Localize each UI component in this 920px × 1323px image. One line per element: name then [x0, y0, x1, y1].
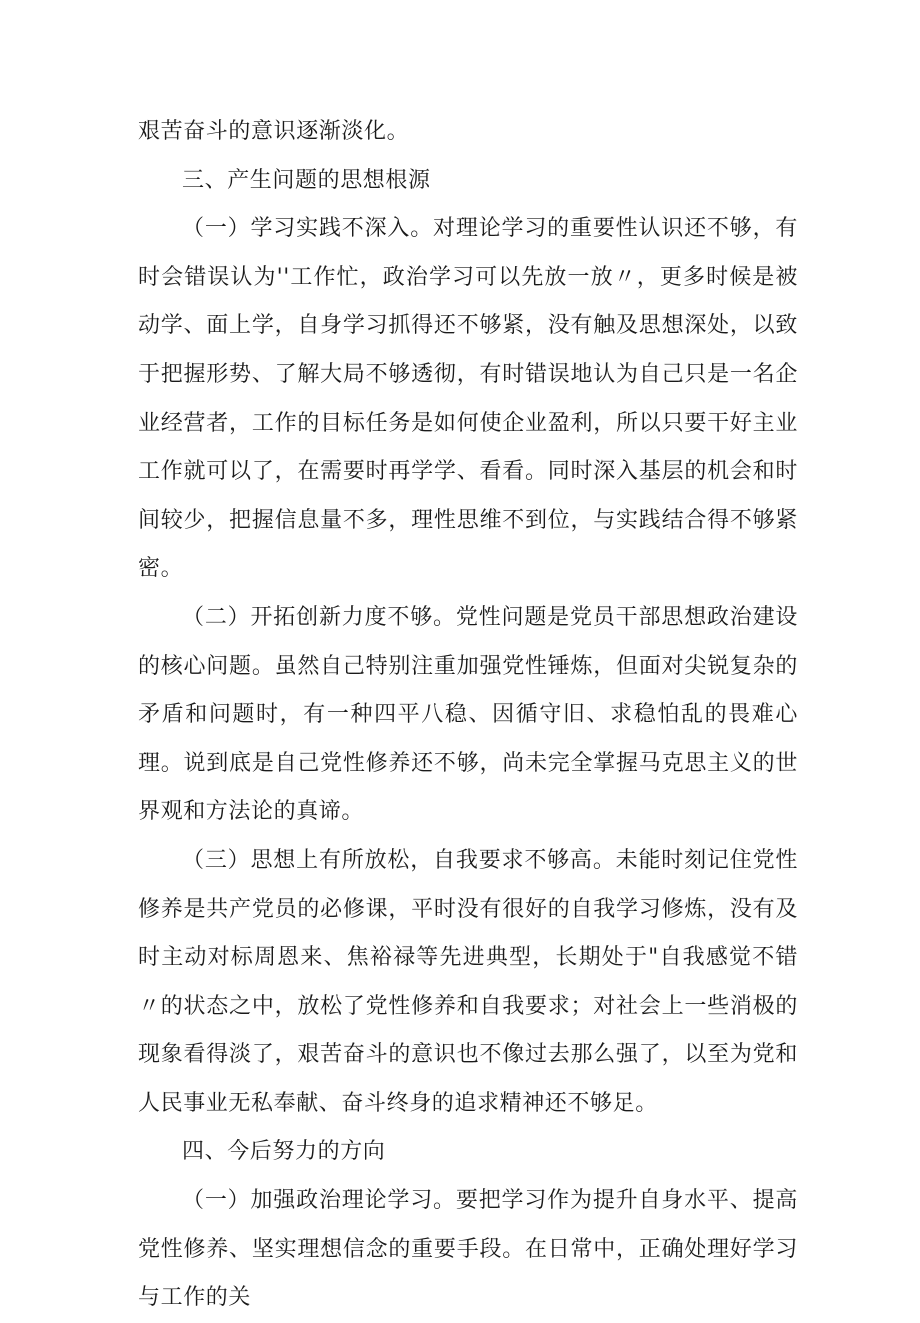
paragraph-self-discipline: （三）思想上有所放松，自我要求不够高。未能时刻记住党性修养是共产党员的必修课，平时没有很好的自我学习修炼，没有及时主动对标周恩来、焦裕禄等先进典型，长期处于"自我感觉不错〃的状态之中，放松了党性修养和自我要求；对社会上一些消极的现象看得淡了，艰苦奋斗的意识也不像过去那么强了，以至为党和人民事业无私奉献、奋斗终身的追求精神还不够足。 — [138, 847, 798, 1116]
paragraph-political-study: （一）加强政治理论学习。要把学习作为提升自身水平、提高党性修养、坚实理想信念的重要手段。在日常中，正确处理好学习与工作的关 — [138, 1188, 798, 1311]
paragraph-learning-practice: （一）学习实践不深入。对理论学习的重要性认识还不够，有时会错误认为''工作忙，政治学习可以先放一放〃，更多时候是被动学、面上学，自身学习抓得还不够紧，没有触及思想深处，以致于把握形势、了解大局不够透彻，有时错误地认为自己只是一名企业经营者，工作的目标任务是如何使企业盈利，所以只要干好主业工作就可以了，在需要时再学学、看看。同时深入基层的机会和时间较少，把握信息量不多，理性思维不到位，与实践结合得不够紧密。 — [138, 216, 798, 582]
paragraph-innovation: （二）开拓创新力度不够。党性问题是党员干部思想政治建设的核心问题。虽然自己特别注重加强党性锤炼，但面对尖锐复杂的矛盾和问题时，有一种四平八稳、因循守旧、求稳怕乱的畏难心理。说到底是自己党性修养还不够，尚未完全掌握马克思主义的世界观和方法论的真谛。 — [138, 604, 798, 825]
section-heading-four: 四、今后努力的方向 — [182, 1139, 386, 1165]
document-body — [138, 108, 798, 1323]
section-heading-three: 三、产生问题的思想根源 — [182, 167, 431, 193]
paragraph-continuation: 艰苦奋斗的意识逐渐淡化。 — [138, 119, 410, 144]
